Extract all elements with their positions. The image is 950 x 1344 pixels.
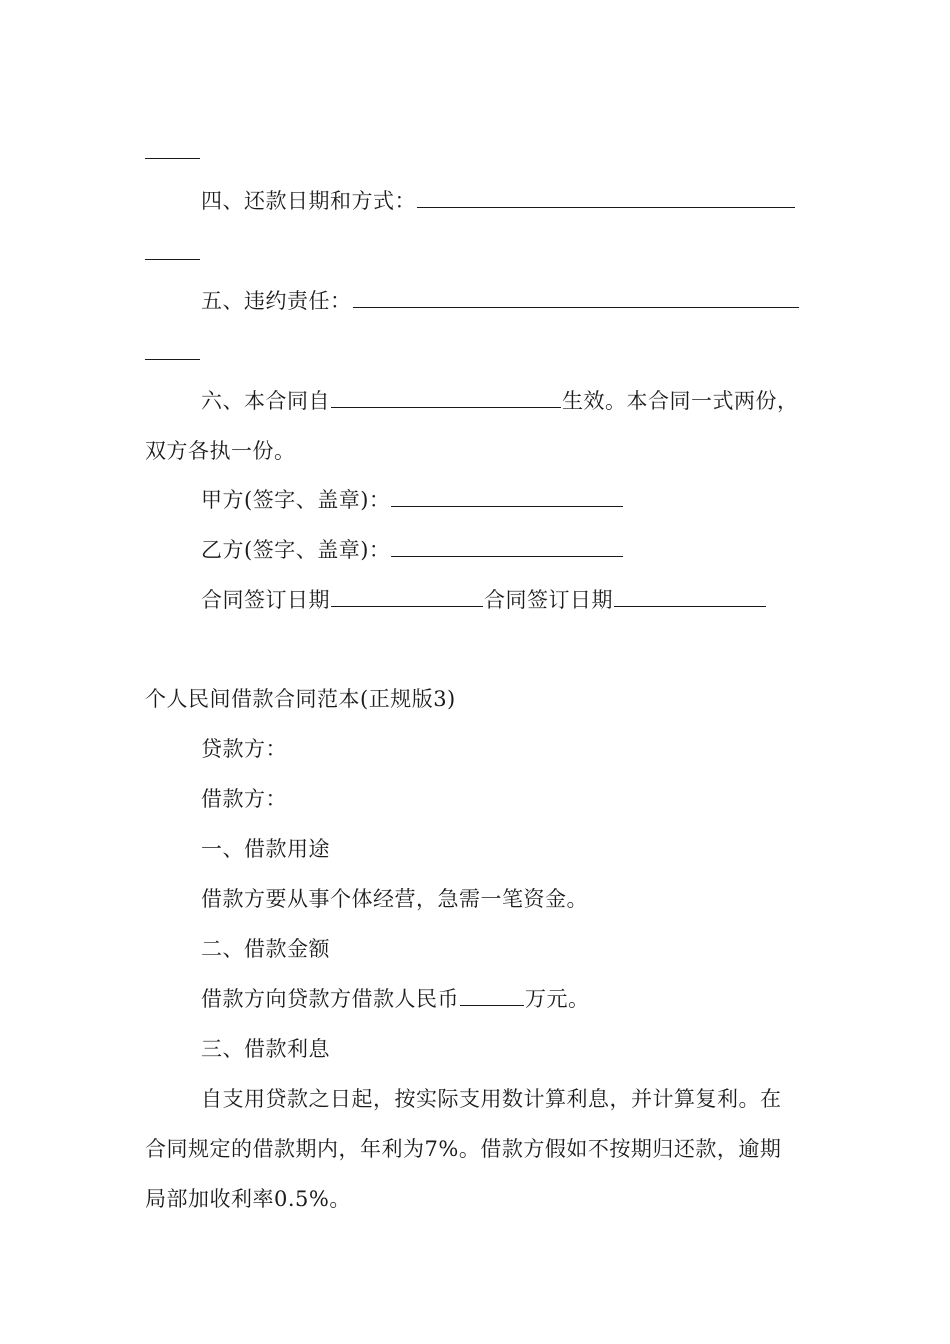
blank-continuation-line <box>145 158 200 159</box>
item-6-continuation: 双方各执一份。 <box>145 439 296 463</box>
item-6-effective <box>201 386 799 416</box>
sign-dates <box>201 585 767 615</box>
section-3-line-1: 自支用贷款之日起，按实际支用数计算利息，并计算复利。在 <box>201 1087 782 1111</box>
item-5-blank <box>353 289 799 308</box>
party-a-label: 甲方(签字、盖章)： <box>201 488 391 512</box>
party-b-label: 乙方(签字、盖章)： <box>201 538 391 562</box>
item-6-prefix: 六、本合同自 <box>201 389 330 413</box>
lender-line: 贷款方： <box>201 737 287 761</box>
item-4-blank <box>417 189 795 208</box>
section-1-heading: 一、借款用途 <box>201 837 330 861</box>
sign-date-blank-1 <box>331 588 483 607</box>
contract-title: 个人民间借款合同范本(正规版3) <box>145 687 456 711</box>
section-2-suffix: 万元。 <box>525 987 590 1011</box>
item-6-blank <box>331 389 561 408</box>
section-2-prefix: 借款方向贷款方借款人民币 <box>201 987 459 1011</box>
party-b-blank <box>391 538 623 557</box>
borrower-line: 借款方： <box>201 787 287 811</box>
section-3-heading: 三、借款利息 <box>201 1037 330 1061</box>
loan-amount-blank <box>460 987 524 1006</box>
section-1-text: 借款方要从事个体经营，急需一笔资金。 <box>201 887 588 911</box>
blank-continuation-line <box>145 359 200 360</box>
sign-date-blank-2 <box>614 588 766 607</box>
item-4-repayment <box>201 186 796 216</box>
blank-continuation-line <box>145 259 200 260</box>
party-a-blank <box>391 488 623 507</box>
sign-date-label-2: 合同签订日期 <box>484 588 613 612</box>
item-4-label: 四、还款日期和方式： <box>201 189 416 213</box>
party-a-signature <box>201 485 624 515</box>
section-2-text <box>201 984 590 1014</box>
item-6-suffix: 生效。本合同一式两份， <box>562 389 799 413</box>
sign-date-label-1: 合同签订日期 <box>201 588 330 612</box>
section-3-line-2: 合同规定的借款期内，年利为7%。借款方假如不按期归还款，逾期 <box>145 1137 782 1161</box>
section-2-heading: 二、借款金额 <box>201 937 330 961</box>
party-b-signature <box>201 535 624 565</box>
item-5-label: 五、违约责任： <box>201 289 352 313</box>
section-3-line-3: 局部加收利率0.5%。 <box>145 1187 351 1211</box>
item-5-liability <box>201 286 800 316</box>
